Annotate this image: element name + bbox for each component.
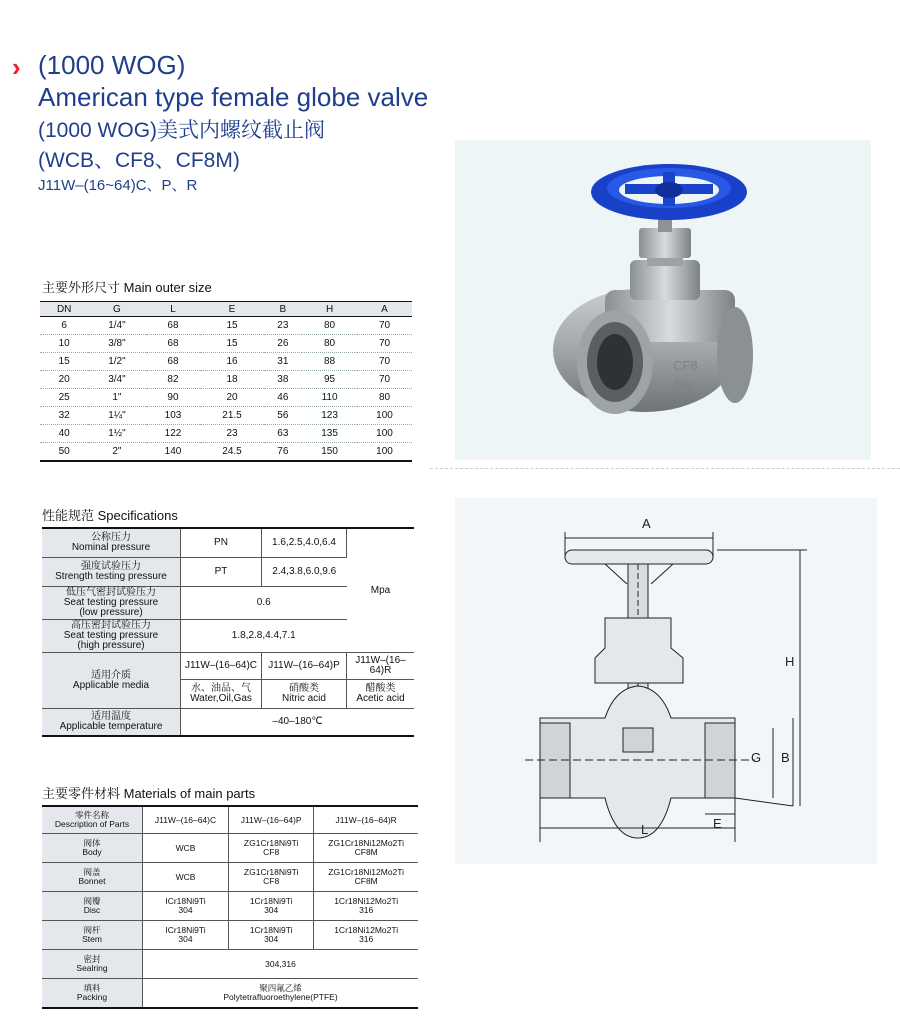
media-r-en: Acetic acid (356, 693, 405, 704)
table-cell: 15 (200, 317, 263, 335)
handwheel-icon (591, 164, 747, 220)
table-cell: 122 (146, 425, 201, 443)
body-p2: CF8 (263, 847, 280, 857)
nominal-cn: 公称压力 (91, 532, 131, 543)
disc-p2: 304 (264, 905, 279, 915)
product-photo (455, 140, 871, 460)
table-cell: 70 (357, 317, 412, 335)
table-cell: 50 (40, 443, 88, 462)
high-en1: Seat testing pressure (63, 630, 159, 641)
strength-en: Strength testing pressure (55, 571, 167, 582)
table-cell: 38 (264, 371, 303, 389)
table-cell: 10 (40, 335, 88, 353)
mat-row-stem (42, 921, 418, 950)
disc-cn: 阀瓣 (83, 896, 101, 906)
disc-en: Disc (83, 905, 101, 915)
pack-en: Packing (76, 992, 108, 1002)
table-row (40, 371, 412, 389)
seal-en: Sealring (76, 963, 108, 973)
nominal-sym: PN (181, 528, 262, 558)
mat-col-p: J11W–(16–64)P (228, 806, 313, 834)
materials-table (42, 805, 418, 1009)
table-cell: 18 (200, 371, 263, 389)
body-marking: CF8 (673, 358, 698, 373)
model-c: J11W–(16–64)C (181, 653, 262, 680)
materials-table-title: 主要零件材料 Materials of main parts (42, 786, 256, 801)
table-cell: 21.5 (200, 407, 263, 425)
pack-val1: 聚四氟乙烯 (259, 983, 302, 993)
table-cell: 150 (302, 443, 357, 462)
pack-cn: 填料 (83, 983, 101, 993)
mat-col-c: J11W–(16–64)C (143, 806, 229, 834)
col-dn: DN (40, 302, 88, 317)
col-e: E (200, 302, 263, 317)
disc-r1: 1Cr18Ni12Mo2Ti (334, 896, 399, 906)
media-p-cn: 硝酸类 (289, 683, 319, 694)
table-cell: 20 (40, 371, 88, 389)
title-model: J11W–(16~64)C、P、R (38, 177, 198, 194)
bullet-chevron-icon: › (12, 52, 21, 82)
table-cell: 1" (88, 389, 145, 407)
table-cell: 40 (40, 425, 88, 443)
media-en: Applicable media (72, 679, 150, 691)
section-drawing (455, 498, 877, 864)
table-cell: 23 (200, 425, 263, 443)
bonnet-r1: ZG1Cr18Ni12Mo2Ti (328, 867, 405, 877)
bonnet-r2: CF8M (354, 876, 378, 886)
table-cell: 2" (88, 443, 145, 462)
stem-p2: 304 (264, 934, 279, 944)
dim-g-label: G (751, 750, 762, 765)
media-cn: 适用介质 (91, 669, 131, 681)
media-r-cn: 醋酸类 (365, 683, 396, 694)
table-cell: 15 (200, 335, 263, 353)
stem-c1: ICr18Ni9Ti (165, 925, 206, 935)
body-c: WCB (143, 834, 229, 863)
table-cell: 70 (357, 353, 412, 371)
title-wog: (1000 WOG) (38, 50, 186, 80)
bonnet-p1: ZG1Cr18Ni9Ti (243, 867, 299, 877)
bonnet-en: Bonnet (78, 876, 106, 886)
table-cell: 31 (264, 353, 303, 371)
low-en2: (low pressure) (79, 607, 143, 618)
disc-c2: 304 (178, 905, 193, 915)
high-cn: 高压密封试验压力 (71, 620, 151, 631)
dim-b-label: B (781, 750, 790, 765)
size-table-title: 主要外形尺寸 Main outer size (42, 280, 212, 295)
table-cell: 80 (302, 317, 357, 335)
col-g: G (88, 302, 145, 317)
table-cell: 100 (357, 425, 412, 443)
table-cell: 32 (40, 407, 88, 425)
disc-c1: ICr18Ni9Ti (165, 896, 206, 906)
stem-cn: 阀杆 (83, 925, 101, 935)
dim-a-label: A (642, 516, 651, 531)
spec-row-media-models (42, 653, 414, 680)
table-cell: 15 (40, 353, 88, 371)
model-p: J11W–(16–64)P (262, 653, 347, 680)
spec-table-title: 性能规范 Specifications (42, 508, 178, 523)
bonnet-cn: 阀盖 (83, 867, 101, 877)
disc-p1: 1Cr18Ni9Ti (249, 896, 293, 906)
stem-c2: 304 (178, 934, 193, 944)
low-en1: Seat testing pressure (63, 597, 159, 608)
table-cell: 76 (264, 443, 303, 462)
section-divider (430, 468, 900, 469)
nominal-val: 1.6,2.5,4.0,6.4 (262, 528, 347, 558)
table-cell: 68 (146, 353, 201, 371)
table-cell: 140 (146, 443, 201, 462)
table-row (40, 425, 412, 443)
head-cn: 零件名称 (74, 810, 109, 820)
model-r: J11W–(16–64)R (347, 653, 415, 680)
table-cell: 135 (302, 425, 357, 443)
mat-row-packing (42, 979, 418, 1009)
stem-r2: 316 (359, 934, 374, 944)
spec-row-nominal (42, 528, 414, 558)
table-row (40, 353, 412, 371)
mat-col-r: J11W–(16–64)R (314, 806, 418, 834)
body-r1: ZG1Cr18Ni12Mo2Ti (328, 838, 405, 848)
title-chinese: (1000 WOG)美式内螺纹截止阀 (38, 119, 326, 142)
table-cell: 26 (264, 335, 303, 353)
table-cell: 6 (40, 317, 88, 335)
table-cell: 1/4" (88, 317, 145, 335)
table-cell: 103 (146, 407, 201, 425)
table-cell: 63 (264, 425, 303, 443)
table-cell: 3/8" (88, 335, 145, 353)
nominal-en: Nominal pressure (71, 542, 151, 553)
bonnet-c: WCB (143, 863, 229, 892)
table-cell: 25 (40, 389, 88, 407)
body-cn: 阀体 (83, 838, 101, 848)
col-a: A (357, 302, 412, 317)
high-en2: (high pressure) (77, 640, 145, 651)
low-val: 0.6 (181, 587, 347, 620)
globe-valve-photo (455, 140, 871, 460)
strength-val: 2.4,3.8,6.0,9.6 (262, 558, 347, 587)
table-cell: 90 (146, 389, 201, 407)
table-cell: 123 (302, 407, 357, 425)
media-c-cn: 水、油品、气 (191, 683, 251, 694)
table-cell: 20 (200, 389, 263, 407)
body-r2: CF8M (354, 847, 378, 857)
mat-row-seal (42, 950, 418, 979)
table-cell: 110 (302, 389, 357, 407)
spec-row-temp (42, 709, 414, 737)
mat-row-body (42, 834, 418, 863)
table-row (40, 317, 412, 335)
table-row (40, 407, 412, 425)
valve-section-drawing (455, 498, 877, 864)
strength-cn: 强度试验压力 (81, 561, 141, 572)
media-p-en: Nitric acid (282, 693, 326, 704)
table-cell: 23 (264, 317, 303, 335)
table-cell: 68 (146, 317, 201, 335)
table-cell: 1¼" (88, 407, 145, 425)
title-materials: (WCB、CF8、CF8M) (38, 149, 240, 172)
pack-val2: Polytetrafluoroethylene(PTFE) (223, 992, 338, 1002)
table-cell: 100 (357, 443, 412, 462)
size-table (40, 301, 412, 462)
table-cell: 80 (357, 389, 412, 407)
strength-sym: PT (181, 558, 262, 587)
media-c-en: Water,Oil,Gas (190, 693, 252, 704)
mat-row-disc (42, 892, 418, 921)
seal-val: 304,316 (143, 950, 419, 979)
spec-table (42, 527, 414, 737)
table-row (40, 335, 412, 353)
table-cell: 16 (200, 353, 263, 371)
table-cell: 24.5 (200, 443, 263, 462)
temp-cn: 适用温度 (91, 711, 131, 722)
high-val: 1.8,2.8,4.4,7.1 (181, 620, 347, 653)
mat-row-bonnet (42, 863, 418, 892)
table-cell: 100 (357, 407, 412, 425)
table-cell: 80 (302, 335, 357, 353)
table-cell: 46 (264, 389, 303, 407)
table-cell: 1½" (88, 425, 145, 443)
seal-cn: 密封 (83, 954, 101, 964)
pressure-unit: Mpa (347, 528, 415, 653)
dim-l-label: L (641, 822, 649, 837)
table-cell: 68 (146, 335, 201, 353)
table-cell: 82 (146, 371, 201, 389)
size-table-header (40, 302, 412, 317)
body-p1: ZG1Cr18Ni9Ti (243, 838, 299, 848)
head-en: Description of Parts (54, 819, 130, 829)
table-cell: 95 (302, 371, 357, 389)
temp-en: Applicable temperature (59, 721, 163, 732)
table-cell: 1/2" (88, 353, 145, 371)
disc-r2: 316 (359, 905, 374, 915)
table-row (40, 443, 412, 462)
table-cell: 70 (357, 335, 412, 353)
table-cell: 56 (264, 407, 303, 425)
col-h: H (302, 302, 357, 317)
dim-e-label: E (713, 816, 722, 831)
stem-en: Stem (82, 934, 102, 944)
table-row (40, 389, 412, 407)
body-marking-2: PN (675, 379, 691, 391)
table-cell: 88 (302, 353, 357, 371)
title-english: American type female globe valve (38, 82, 429, 112)
body-en: Body (82, 847, 102, 857)
table-cell: 70 (357, 371, 412, 389)
table-cell: 3/4" (88, 371, 145, 389)
col-l: L (146, 302, 201, 317)
bonnet-p2: CF8 (263, 876, 280, 886)
col-b: B (264, 302, 303, 317)
mat-row-header (42, 806, 418, 834)
stem-p1: 1Cr18Ni9Ti (249, 925, 293, 935)
temp-val: –40–180℃ (181, 709, 415, 737)
stem-r1: 1Cr18Ni12Mo2Ti (334, 925, 399, 935)
low-cn: 低压气密封试验压力 (66, 587, 156, 598)
dim-h-label: H (785, 654, 795, 669)
